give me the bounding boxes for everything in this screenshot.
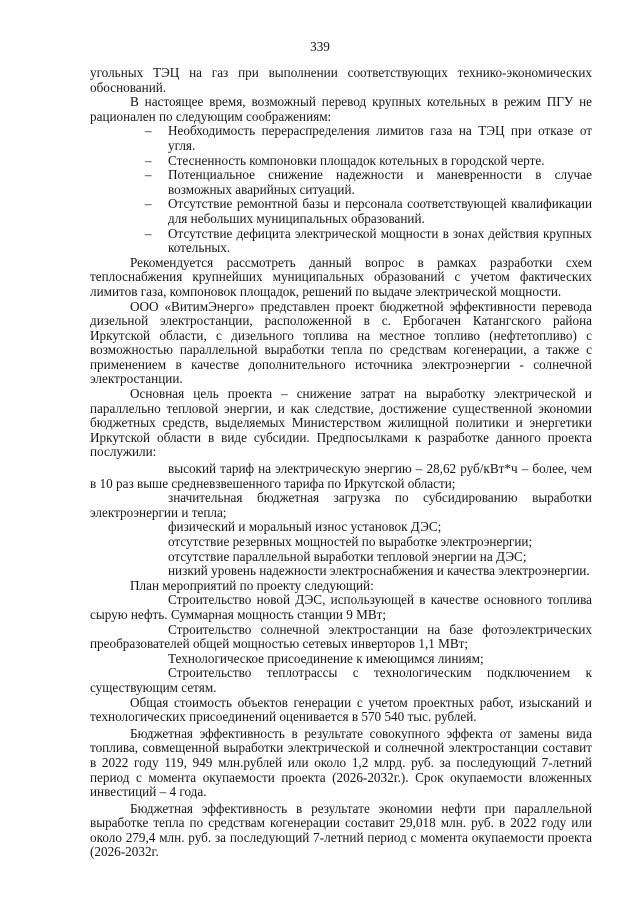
list-item: – Стесненность компоновки площадок котельных в городской черте. xyxy=(145,152,545,168)
list-dash: – xyxy=(145,167,152,183)
list-item: Строительство теплотрассы с технологическим подключением к существующим сетям. xyxy=(90,665,592,695)
list-dash: – xyxy=(145,152,152,168)
paragraph-gas-conversion: угольных ТЭЦ на газ при выполнении соответствующих технико-экономических обоснований. xyxy=(90,65,592,95)
paragraph-project-goal: Основная цель проекта – снижение затрат на выработку электрической и параллельно тепловой энергии, и как следствие, достижение существенной экономии бюджетных средств, выделяемых Министерством жилищной политики и энергетики Иркутской области в виде субсидии. Предпосылками к разработке данного проекта послужили: xyxy=(90,386,592,460)
list-item: отсутствие параллельной выработки тепловой энергии на ДЭС; xyxy=(168,548,527,564)
paragraph-budget-effect-oil: Бюджетная эффективность в результате экономии нефти при параллельной выработке тепла по средствам когенерации составит 29,018 млн. руб. в 2022 году или около 279,4 млн. руб. за последующий 7-летний период с момента окупаемости проекта (2026-2032г. xyxy=(90,800,592,860)
list-item: отсутствие резервных мощностей по выработке электроэнергии; xyxy=(168,534,533,549)
reasons-list xyxy=(90,124,592,255)
list-item: низкий уровень надежности электроснабжения и качества электроэнергии. xyxy=(168,563,590,579)
page-number: 339 xyxy=(310,39,330,54)
list-item: Строительство солнечной электростанции на базе фотоэлектрических преобразователей общей мощностью сетевых инверторов 1,1 МВт; xyxy=(90,621,592,652)
paragraph-vitimenergo-project: ООО «ВитимЭнерго» представлен проект бюджетной эффективности перевода дизельной электростанции, расположенной в с. Ербогачен Катангского района Иркутской области, с дизельного топлива на местное топливо (нефтетопливо) с возможностью параллельной выработки тепла по средствам когенерации, а также с применением в качестве дополнительного источника электроэнергии - солнечной электростанции. xyxy=(90,298,592,387)
document-body xyxy=(90,66,592,860)
list-item: – Отсутствие ремонтной базы и персонала соответствующей квалификации для небольших муниципальных образований. xyxy=(145,196,592,226)
list-item: – Потенциальное снижение надежности и маневренности в случае возможных аварийных ситуаций. xyxy=(145,167,592,197)
list-dash: – xyxy=(145,196,152,212)
paragraph-plan-intro: План мероприятий по проекту следующий: xyxy=(130,577,374,593)
list-dash: – xyxy=(145,225,152,241)
paragraph-total-cost: Общая стоимость объектов генерации с учетом проектных работ, изысканий и технологических присоединений оценивается в 570 540 тыс. рублей. xyxy=(90,694,592,725)
list-item: – Необходимость перераспределения лимитов газа на ТЭЦ при отказе от угля. xyxy=(145,123,592,153)
list-dash: – xyxy=(145,123,152,139)
list-item: Строительство новой ДЭС, использующей в качестве основного топлива сырую нефть. Суммарная мощность станции 9 МВт; xyxy=(90,592,592,622)
plan-list xyxy=(90,593,592,695)
list-item: физический и моральный износ установок ДЭС; xyxy=(168,519,442,535)
paragraph-recommendation: Рекомендуется рассмотреть данный вопрос в рамках разработки схем теплоснабжения крупнейших муниципальных образований с учетом фактических лимитов газа, компоновок площадок, решений по выдаче электрической мощности. xyxy=(90,254,592,299)
paragraph-pgu-intro: В настоящее время, возможный перевод крупных котельных в режим ПГУ не рационален по следующим соображениям: xyxy=(90,94,592,124)
prerequisites-list xyxy=(90,462,592,579)
list-item: Технологическое присоединение к имеющимся линиям; xyxy=(168,650,484,666)
list-item: значительная бюджетная загрузка по субсидированию выработки электроэнергии и тепла; xyxy=(90,490,592,520)
list-item: высокий тариф на электрическую энергию – 28,62 руб/кВт*ч – более, чем в 10 раз выше средневзвешенного тарифа по Иркутской области; xyxy=(90,461,592,491)
list-item: – Отсутствие дефицита электрической мощности в зонах действия крупных котельных. xyxy=(145,225,592,256)
paragraph-budget-effect-fuel: Бюджетная эффективность в результате совокупного эффекта от замены вида топлива, совмещенной выработки электрической и солнечной электростанции составит в 2022 году 119, 949 млн.рублей или около 1,2 млрд. руб. за последующий 7-летний период с момента окупаемости проекта (2026-2032г.). Срок окупаемости вложенных инвестиций – 4 года. xyxy=(90,725,592,800)
